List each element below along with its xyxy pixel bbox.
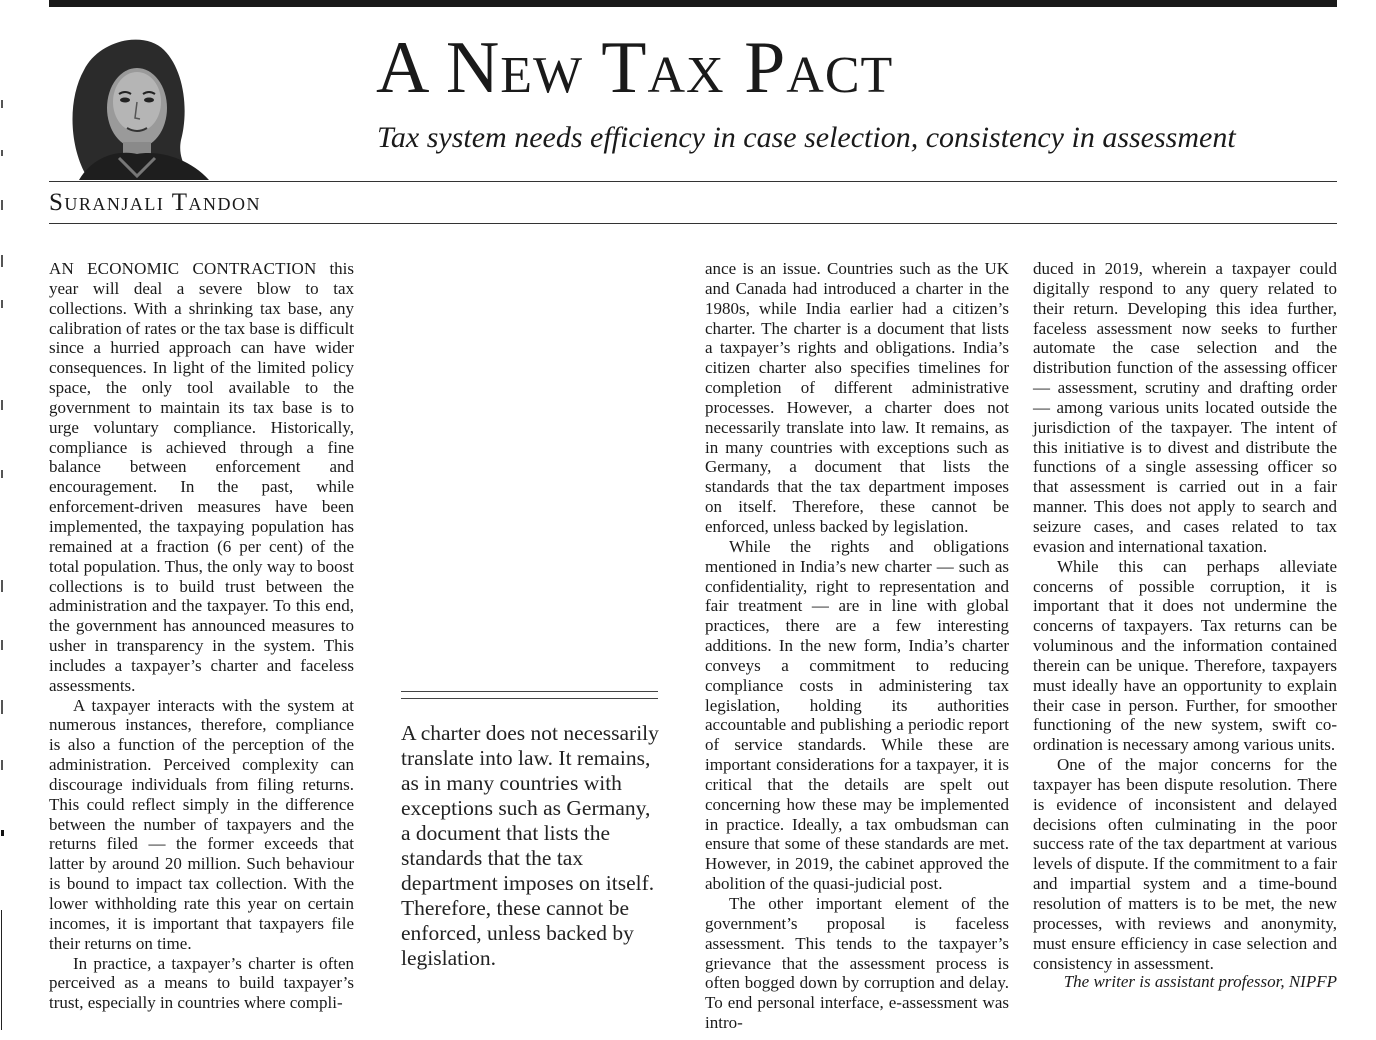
- pull-quote: A charter does not necessarily translate into law. It remains, as in many countries with exceptions such as Germany, a document that lists the standards that the tax department imposes on itself. Therefore, these cannot be enforced, unless backed by legislation.: [401, 721, 659, 970]
- pull-quote-rule-bottom: [401, 698, 658, 699]
- author-byline: Suranjali Tandon: [49, 189, 261, 216]
- paragraph: A taxpayer interacts with the system at numerous instances, therefore, compliance is also a function of the perception of the administration. Perceived complexity can discourage individuals from filing returns. This could reflect simply in the difference between the number of taxpayers and the returns filed — the former exceeds that latter by around 20 million. Such behaviour is bound to impact tax collection. With the lower withholding rate this year on certain incomes, it is important that taxpayers file their returns on time.: [49, 695, 354, 953]
- article-column-3: [705, 259, 1009, 1033]
- header-rule-bottom: [49, 223, 1337, 224]
- article-column-1: [49, 259, 354, 1013]
- paragraph: In practice, a taxpayer’s charter is often perceived as a means to build taxpayer’s trust, especially in countries where compli-: [49, 953, 354, 1013]
- headline: A New Tax Pact: [376, 27, 894, 109]
- paragraph: While this can perhaps alleviate concerns of possible corruption, it is important that it does not undermine the concerns of taxpayers. Tax returns can be voluminous and the information contained therein can be unique. Therefore, taxpayers must ideally have an opportunity to explain their case in person. Further, for smoother functioning of the new system, swift co-ordination is necessary among various units.: [1033, 556, 1337, 755]
- header-rule-top: [49, 181, 1337, 182]
- author-photo: [49, 30, 221, 180]
- pull-quote-rule-top: [401, 691, 658, 692]
- paragraph: While the rights and obligations mentioned in India’s new charter — such as confidentiality, right to representation and fair treatment — are in line with global practices, there are a few interesting additions. In the new form, India’s charter conveys a commitment to reducing compliance costs in administering tax legislation, holding its authorities accountable and publishing a periodic report of service standards. While these are important considerations for a taxpayer, it is critical that the details are spelt out concerning how these may be implemented in practice. Ideally, a tax ombudsman can ensure that some of these standards are met. However, in 2019, the cabinet approved the abolition of the quasi-judicial post.: [705, 536, 1009, 894]
- paragraph-text: this year will deal a severe blow to tax collections. With a shrinking tax base, any calibration of rates or the tax base is difficult since a hurried approach can have wider consequences. In light of the limited policy space, the only tool available to the government to maintain its tax base is to urge voluntary compliance. Historically, compliance is achieved through a fine balance between enforcement and encouragement. In the past, while enforcement-driven measures have been implemented, the taxpaying population has remained at a fraction (6 per cent) of the total population. Thus, the only way to boost collections is to build trust between the administration and the taxpayer. To this end, the government has announced measures to usher in transparency in the system. This includes a taxpayer’s charter and faceless assessments.: [49, 259, 355, 695]
- lead-in-caps: AN ECONOMIC CONTRACTION: [49, 259, 317, 278]
- article-column-4: [1033, 259, 1337, 973]
- paragraph: [49, 259, 354, 696]
- page-edge-marks: [0, 0, 6, 1040]
- top-rule: [49, 0, 1337, 7]
- subheadline: Tax system needs efficiency in case selection, consistency in assessment: [377, 121, 1236, 154]
- paragraph: duced in 2019, wherein a taxpayer could digitally respond to any query related to their return. Developing this idea further, faceless assessment now seeks to further automate the case selection and the distribution function of the assessing officer — assessment, scrutiny and drafting order — among various units located outside the jurisdiction of the taxpayer. The intent of this initiative is to divest and distribute the functions of a single assessing officer so that assessment is carried out in a fair manner. This does not apply to search and seizure cases, and cases related to tax evasion and international taxation.: [1033, 259, 1337, 556]
- paragraph: ance is an issue. Countries such as the UK and Canada had introduced a charter in the 1980s, while India earlier had a citizen’s charter. The charter is a document that lists a taxpayer’s rights and obligations. India’s citizen charter also specifies timelines for completion of different administrative processes. However, a charter does not necessarily translate into law. It remains, as in many countries with exceptions such as Germany, a document that lists the standards that the tax department imposes on itself. Therefore, these cannot be enforced, unless backed by legislation.: [705, 259, 1009, 536]
- portrait-photo-icon: [49, 30, 221, 180]
- paragraph: The other important element of the government’s proposal is faceless assessment. This tends to the taxpayer’s grievance that the assessment process is often bogged down by corruption and delay. To end personal interface, e-assessment was intro-: [705, 894, 1009, 1033]
- author-credit: The writer is assistant professor, NIPFP: [1063, 972, 1337, 991]
- paragraph: One of the major concerns for the taxpayer has been dispute resolution. There is evidence of inconsistent and delayed decisions often culminating in the poor success rate of the tax department at various levels of dispute. If the commitment to a fair and impartial system and a time-bound resolution of matters is to be met, the new processes, with reviews and anonymity, must ensure efficiency in case selection and consistency in assessment.: [1033, 755, 1337, 973]
